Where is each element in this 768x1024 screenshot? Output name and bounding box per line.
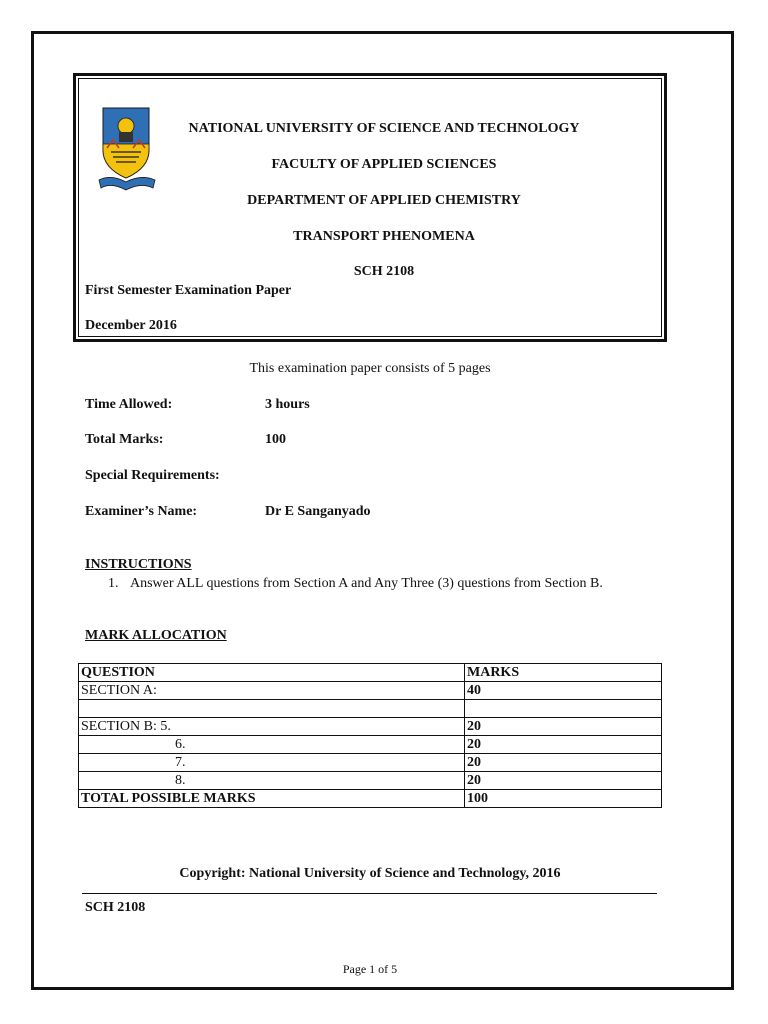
- total-label-cell: TOTAL POSSIBLE MARKS: [79, 790, 465, 808]
- exam-type: First Semester Examination Paper: [85, 283, 292, 298]
- table-row: [79, 700, 662, 718]
- pages-note: This examination paper consists of 5 pages: [249, 361, 491, 376]
- table-total-row: [79, 790, 662, 808]
- marks-cell: 20: [465, 772, 662, 790]
- page-number: Page 1 of 5: [342, 962, 398, 976]
- instruction-number: 1.: [108, 576, 119, 591]
- exam-date: December 2016: [85, 318, 177, 333]
- detail-label: Time Allowed:: [85, 397, 173, 412]
- marks-cell: 20: [465, 754, 662, 772]
- detail-label: Total Marks:: [85, 432, 164, 447]
- question-cell: 6.: [79, 736, 465, 754]
- copyright-notice: Copyright: National University of Science and Technology, 2016: [179, 866, 561, 881]
- question-cell: SECTION A:: [79, 682, 465, 700]
- university-name: NATIONAL UNIVERSITY OF SCIENCE AND TECHNOLOGY: [188, 121, 580, 136]
- footer-divider: [82, 893, 657, 894]
- marks-cell: 20: [465, 718, 662, 736]
- detail-label: Examiner’s Name:: [85, 504, 198, 519]
- university-crest-logo: [97, 104, 157, 192]
- course-title: TRANSPORT PHENOMENA: [293, 229, 475, 244]
- question-cell: SECTION B: 5.: [79, 718, 465, 736]
- question-cell: 7.: [79, 754, 465, 772]
- marks-cell: 20: [465, 736, 662, 754]
- mark-allocation-table: [78, 663, 662, 808]
- detail-value: 100: [265, 432, 286, 447]
- detail-label: Special Requirements:: [85, 468, 220, 483]
- instructions-heading: INSTRUCTIONS: [85, 557, 192, 572]
- marks-cell: [465, 700, 662, 718]
- footer-course-code: SCH 2108: [85, 900, 146, 915]
- table-row: [79, 682, 662, 700]
- detail-value: 3 hours: [265, 397, 310, 412]
- question-cell: [79, 700, 465, 718]
- table-row: [79, 772, 662, 790]
- table-row: [79, 736, 662, 754]
- table-row: [79, 718, 662, 736]
- column-header: MARKS: [465, 664, 662, 682]
- instruction-text: Answer ALL questions from Section A and Any Three (3) questions from Section B.: [130, 576, 603, 591]
- faculty-name: FACULTY OF APPLIED SCIENCES: [271, 157, 497, 172]
- course-code: SCH 2108: [353, 264, 415, 279]
- table-header-row: [79, 664, 662, 682]
- marks-cell: 40: [465, 682, 662, 700]
- column-header: QUESTION: [79, 664, 465, 682]
- detail-value: Dr E Sanganyado: [265, 504, 371, 519]
- total-marks-cell: 100: [465, 790, 662, 808]
- mark-allocation-heading: MARK ALLOCATION: [85, 628, 227, 643]
- table-row: [79, 754, 662, 772]
- question-cell: 8.: [79, 772, 465, 790]
- department-name: DEPARTMENT OF APPLIED CHEMISTRY: [247, 193, 521, 208]
